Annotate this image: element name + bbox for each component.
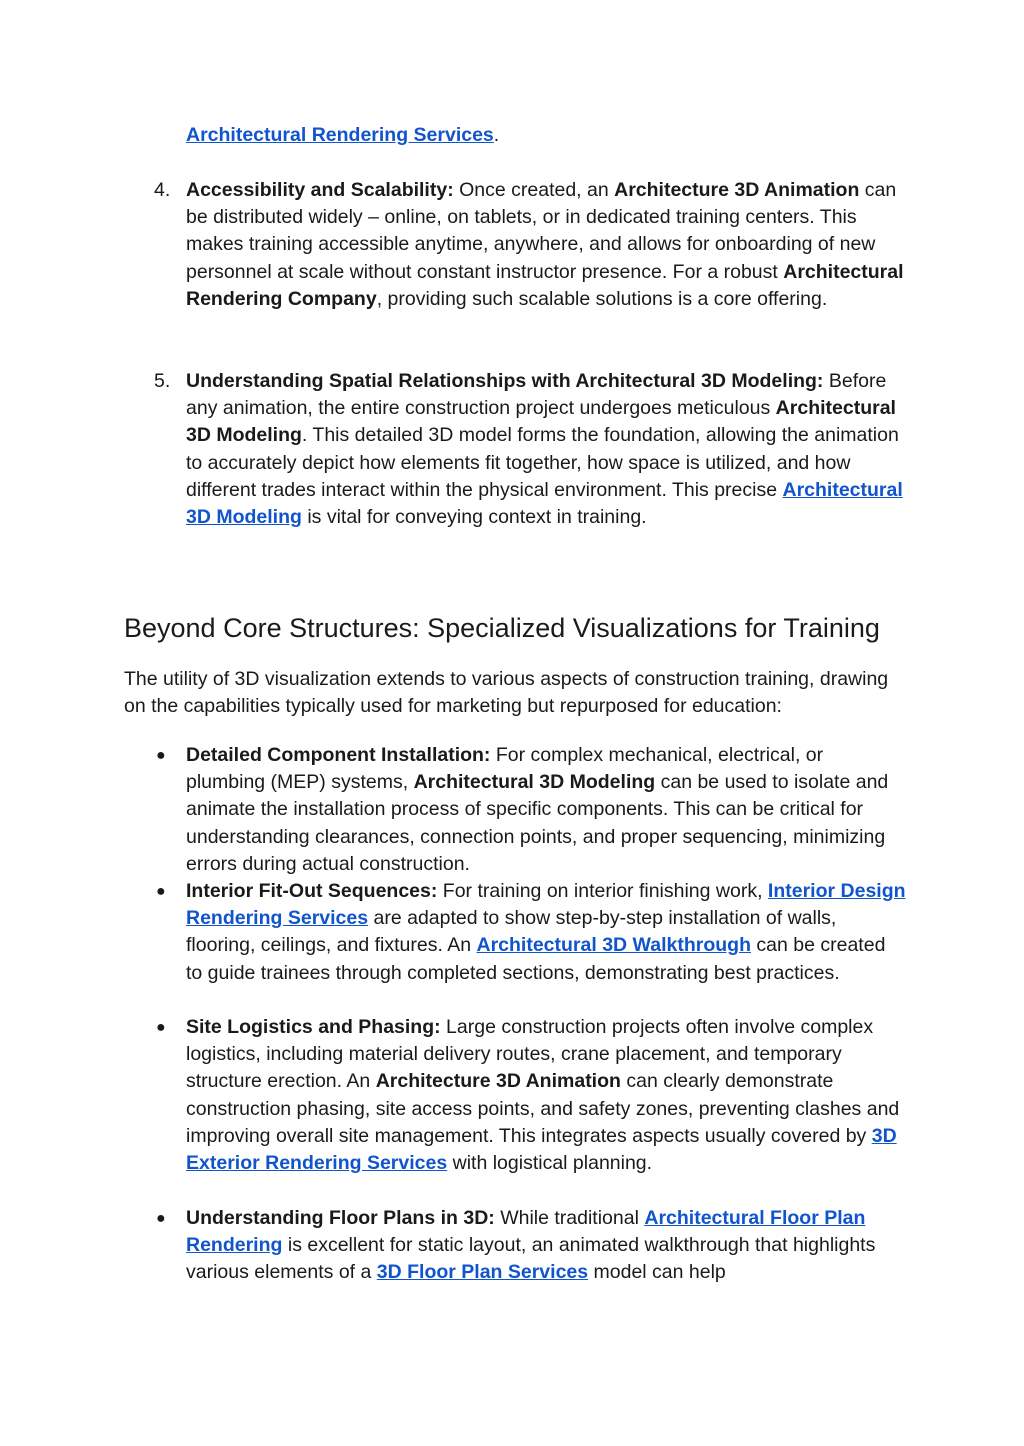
item-text: , providing such scalable solutions is a core offering. <box>376 287 828 310</box>
link-3d-floor-plan-services[interactable]: 3D Floor Plan Services <box>376 1261 589 1284</box>
item-text: can be distributed widely – online, on tablets, or in dedicated training centers. This makes training accessible anytime, anywhere, and allows for onboarding of new personnel at scale without constant instructor presence. For a robust <box>186 179 897 283</box>
intro-paragraph <box>124 666 914 720</box>
continuation-line <box>186 122 906 149</box>
numbered-item-5 <box>186 368 906 531</box>
link-3d-exterior-rendering-services[interactable]: 3D Exterior Rendering Services <box>186 1124 897 1175</box>
item-text: . This detailed 3D model forms the foundation, allowing the animation to accurately depict how elements fit together, how space is utilized, and how different trades interact within the physical environment. This precise <box>186 424 899 501</box>
item-title: Understanding Spatial Relationships with Architectural 3D Modeling: <box>186 370 824 392</box>
item-text: can clearly demonstrate construction phasing, site access points, and safety zones, preventing clashes and improving overall site management. This integrates aspects usually covered by <box>186 1070 900 1147</box>
item-title: Accessibility and Scalability: <box>186 179 454 201</box>
item-text: is excellent for static layout, an animated walkthrough that highlights various elements of a <box>186 1234 876 1284</box>
bullet-marker: ● <box>156 1210 166 1227</box>
bullet-item-interior-fit-out <box>186 878 906 987</box>
item-text: are adapted to show step-by-step installation of walls, flooring, ceilings, and fixtures. An <box>186 907 837 957</box>
item-text: is vital for conveying context in training. <box>301 506 647 529</box>
bold-term: Architectural Rendering Company <box>186 260 904 310</box>
bullet-item-component-installation <box>186 742 906 878</box>
intro-text: The utility of 3D visualization extends to various aspects of construction training, drawing on the capabilities typically used for marketing but repurposed for education: <box>124 668 889 718</box>
link-architectural-3d-modeling[interactable]: Architectural 3D Modeling <box>186 478 903 529</box>
section-heading: Beyond Core Structures: Specialized Visualizations for Training <box>124 613 880 643</box>
link-architectural-rendering-services[interactable]: Architectural Rendering Services <box>186 124 494 146</box>
link-architectural-3d-walkthrough[interactable]: Architectural 3D Walkthrough <box>476 934 751 957</box>
item-title: Detailed Component Installation: <box>186 744 491 766</box>
numbered-item-4 <box>186 177 906 313</box>
bullet-marker: ● <box>156 747 166 764</box>
item-text: For complex mechanical, electrical, or plumbing (MEP) systems, <box>186 744 824 794</box>
item-title: Site Logistics and Phasing: <box>186 1016 441 1038</box>
item-text: can be used to isolate and animate the installation process of specific components. This can be critical for understanding clearances, connection points, and proper sequencing, minimizing errors during actual construction. <box>186 771 889 875</box>
item-text: model can help <box>588 1261 726 1284</box>
item-text: with logistical planning. <box>447 1152 653 1175</box>
item-text: Large construction projects often involve complex logistics, including material delivery routes, crane placement, and temporary structure erection. An <box>186 1016 874 1093</box>
link-architectural-floor-plan-rendering[interactable]: Architectural Floor Plan Rendering <box>186 1207 866 1257</box>
bold-term: Architecture 3D Animation <box>614 179 860 201</box>
item-text: Once created, an <box>453 179 615 201</box>
list-number-5: 5. <box>154 370 171 392</box>
bold-term: Architectural 3D Modeling <box>186 397 896 447</box>
item-text: can be created to guide trainees through completed sections, demonstrating best practices. <box>186 934 886 984</box>
bullet-item-floor-plans <box>186 1205 906 1287</box>
item-title: Understanding Floor Plans in 3D: <box>186 1207 495 1229</box>
item-text: While traditional <box>494 1207 645 1229</box>
item-text: Before any animation, the entire construction project undergoes meticulous <box>186 370 887 420</box>
item-title: Interior Fit-Out Sequences: <box>186 880 438 902</box>
bullet-marker: ● <box>156 883 166 900</box>
bold-term: Architectural 3D Modeling <box>413 771 656 794</box>
continuation-suffix: . <box>493 124 500 146</box>
bullet-item-site-logistics <box>186 1014 906 1177</box>
link-interior-design-rendering-services[interactable]: Interior Design Rendering Services <box>186 880 906 930</box>
list-number-4: 4. <box>154 179 171 201</box>
bullet-marker: ● <box>156 1019 166 1036</box>
item-text: For training on interior finishing work, <box>437 880 768 902</box>
bold-term: Architecture 3D Animation <box>375 1070 621 1093</box>
